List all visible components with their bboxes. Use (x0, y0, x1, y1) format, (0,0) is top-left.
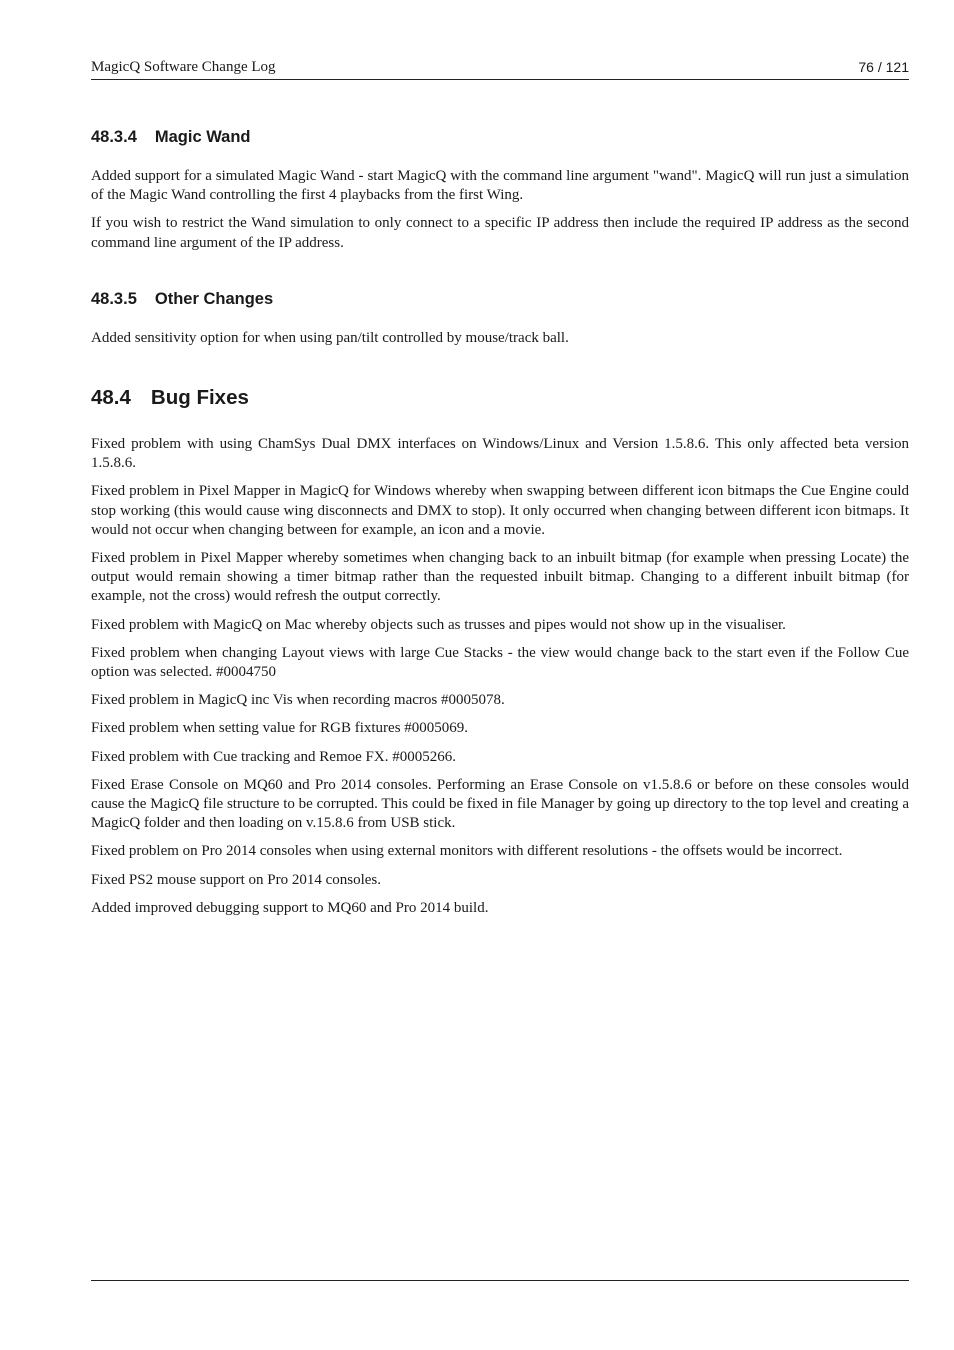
section-bug-fixes (91, 384, 909, 918)
paragraph: Fixed problem with Cue tracking and Remoe FX. #0005266. (91, 748, 456, 765)
paragraph: Fixed problem when setting value for RGB fixtures #0005069. (91, 720, 469, 737)
section-title: Magic Wand (154, 128, 251, 146)
section-magic-wand (91, 126, 909, 253)
chapter-title: Bug Fixes (150, 386, 249, 410)
paragraph: Fixed PS2 mouse support on Pro 2014 consoles. (91, 871, 382, 888)
paragraph: Fixed Erase Console on MQ60 and Pro 2014 consoles. Performing an Erase Console on v1.5.8.6 or before on these consoles would cause the MagicQ file structure to be corrupted. This could be fixed in file Manager by going up directory to the top level and creating a MagicQ folder and then loading on v.15.8.6 from USB stick. (91, 776, 909, 832)
paragraph: Fixed problem when changing Layout views with large Cue Stacks - the view would change back to the start even if the Follow Cue option was selected. #0004750 (91, 644, 909, 681)
paragraph: Fixed problem on Pro 2014 consoles when using external monitors with different resolutions - the offsets would be incorrect. (91, 843, 843, 860)
paragraph: Fixed problem in MagicQ inc Vis when recording macros #0005078. (91, 692, 505, 709)
paragraph: If you wish to restrict the Wand simulation to only connect to a specific IP address then include the required IP address as the second command line argument of the IP address. (91, 215, 909, 251)
paragraph: Added support for a simulated Magic Wand - start MagicQ with the command line argument "wand". MagicQ will run just a simulation of the Magic Wand controlling the first 4 playbacks from the first Wing. (91, 168, 909, 204)
page-content (91, 126, 909, 927)
paragraph: Fixed problem with MagicQ on Mac whereby objects such as trusses and pipes would not show up in the visualiser. (91, 616, 786, 633)
paragraph: Added improved debugging support to MQ60 and Pro 2014 build. (91, 899, 489, 916)
paragraph: Fixed problem in Pixel Mapper in MagicQ for Windows whereby when swapping between different icon bitmaps the Cue Engine could stop working (this would cause wing disconnects and DMX to stop). It only occurred when changing between different icon bitmaps. It would not occur when changing between for example, an icon and a movie. (91, 483, 909, 538)
section-heading (91, 126, 909, 148)
section-number: 48.3.5 (91, 289, 137, 308)
paragraph: Fixed problem in Pixel Mapper whereby sometimes when changing back to an inbuilt bitmap (for example when pressing Locate) the output would remain showing a timer bitmap rather than the requested inbuilt bitmap. Changing to a different inbuilt bitmap (for example, not the cross) would refresh the output correctly. (91, 550, 909, 605)
section-other-changes (91, 288, 909, 348)
section-heading (91, 288, 909, 310)
page-number: 76 / 121 (858, 59, 909, 75)
chapter-heading (91, 384, 909, 412)
section-title: Other Changes (154, 289, 274, 308)
paragraph: Fixed problem with using ChamSys Dual DMX interfaces on Windows/Linux and Version 1.5.8.6. This only affected beta version 1.5.8.6. (91, 436, 909, 472)
section-number: 48.3.4 (91, 128, 137, 146)
paragraph: Added sensitivity option for when using pan/tilt controlled by mouse/track ball. (91, 329, 569, 346)
page-header (91, 57, 909, 80)
footer-divider (91, 1280, 909, 1281)
chapter-number: 48.4 (91, 386, 131, 410)
document-title: MagicQ Software Change Log (91, 59, 276, 75)
